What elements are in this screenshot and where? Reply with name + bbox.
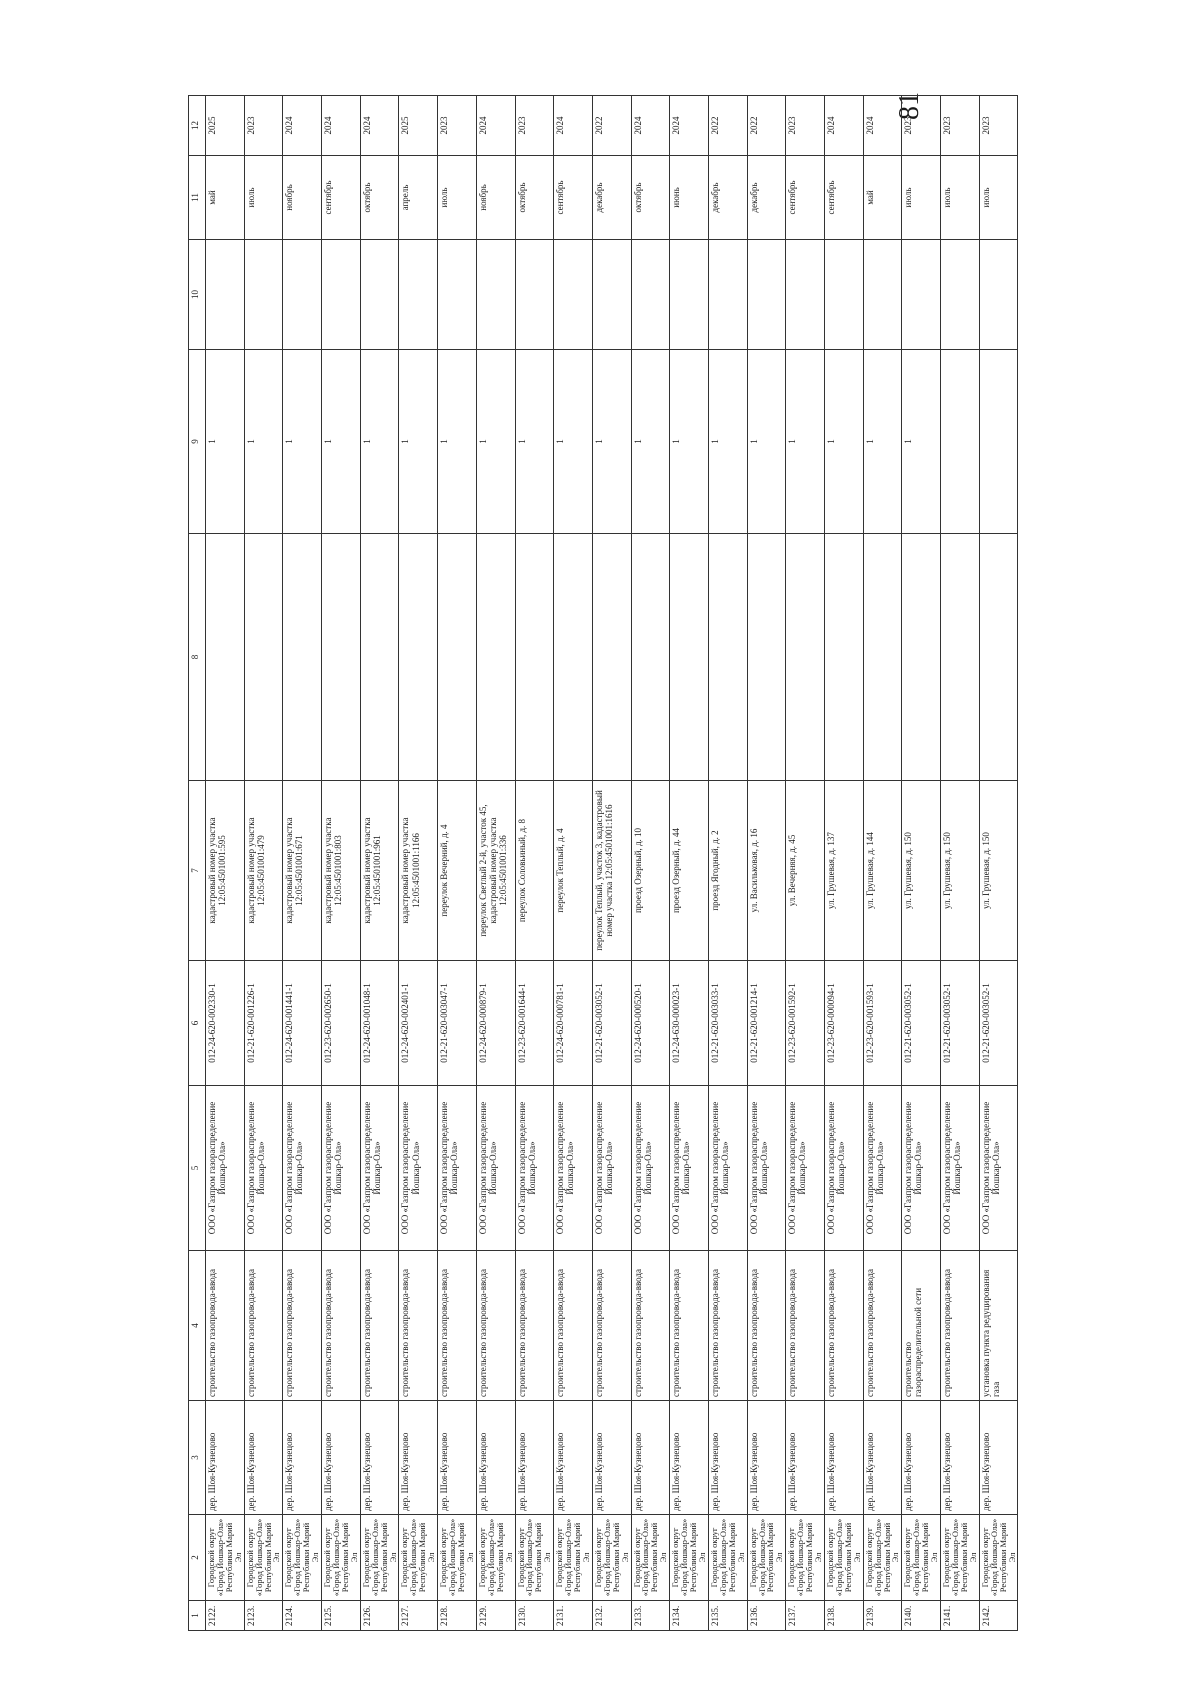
- cell-organization: ООО «Газпром газораспределение Йошкар-Ола»: [592, 1086, 631, 1251]
- column-header-3: 3: [189, 1401, 206, 1515]
- cell-application-number: 012-23-620-001593-1: [863, 961, 902, 1086]
- cell-month: апрель: [399, 156, 438, 240]
- cell-col8-value: [631, 534, 670, 781]
- cell-work-type: строительство газопровода-ввода: [360, 1251, 399, 1401]
- cell-application-number: 012-24-620-000879-1: [476, 961, 515, 1086]
- cell-row-number: 2124.: [283, 1601, 322, 1631]
- cell-col9-value: 1: [360, 350, 399, 534]
- cell-organization: ООО «Газпром газораспределение Йошкар-Ола»: [438, 1086, 477, 1251]
- cell-work-type: строительство газопровода-ввода: [592, 1251, 631, 1401]
- cell-col8-value: [825, 534, 864, 781]
- cell-address: ул. Грушевая, д. 137: [825, 781, 864, 961]
- cell-row-number: 2129.: [476, 1601, 515, 1631]
- cell-year: 2023: [979, 96, 1018, 156]
- cell-month: декабрь: [747, 156, 786, 240]
- cell-month: сентябрь: [554, 156, 593, 240]
- cell-municipality: Городской округ «Город Йошкар-Ола» Республики Марий Эл: [554, 1515, 593, 1601]
- cell-col10-value: [592, 240, 631, 350]
- table-row: [322, 96, 361, 1631]
- table-row: [708, 96, 747, 1631]
- table-row: [206, 96, 245, 1631]
- cell-month: ноябрь: [283, 156, 322, 240]
- cell-row-number: 2127.: [399, 1601, 438, 1631]
- cell-col8-value: [554, 534, 593, 781]
- cell-col9-value: 1: [670, 350, 709, 534]
- cell-col8-value: [708, 534, 747, 781]
- table-row: [438, 96, 477, 1631]
- cell-settlement: дер. Шоя-Кузнецово: [438, 1401, 477, 1515]
- cell-work-type: строительство газопровода-ввода: [206, 1251, 245, 1401]
- cell-municipality: Городской округ «Город Йошкар-Ола» Республики Марий Эл: [283, 1515, 322, 1601]
- cell-organization: ООО «Газпром газораспределение Йошкар-Ола»: [825, 1086, 864, 1251]
- cell-col9-value: 1: [747, 350, 786, 534]
- table-row: [670, 96, 709, 1631]
- cell-col8-value: [902, 534, 941, 781]
- cell-municipality: Городской округ «Город Йошкар-Ола» Республики Марий Эл: [206, 1515, 245, 1601]
- table-row: [360, 96, 399, 1631]
- cell-settlement: дер. Шоя-Кузнецово: [476, 1401, 515, 1515]
- cell-address: кадастровый номер участка 12:05:4501001:961: [360, 781, 399, 961]
- cell-col8-value: [863, 534, 902, 781]
- table-header-row: [189, 96, 206, 1631]
- cell-month: июль: [244, 156, 283, 240]
- cell-col9-value: 1: [206, 350, 245, 534]
- cell-col8-value: [747, 534, 786, 781]
- cell-work-type: строительство газопровода-ввода: [863, 1251, 902, 1401]
- table-row: [979, 96, 1018, 1631]
- cell-row-number: 2133.: [631, 1601, 670, 1631]
- column-header-9: 9: [189, 350, 206, 534]
- cell-month: октябрь: [360, 156, 399, 240]
- column-header-11: 11: [189, 156, 206, 240]
- cell-application-number: 012-24-620-000520-1: [631, 961, 670, 1086]
- cell-settlement: дер. Шоя-Кузнецово: [902, 1401, 941, 1515]
- cell-application-number: 012-21-620-003033-1: [708, 961, 747, 1086]
- cell-month: ноябрь: [476, 156, 515, 240]
- table-row: [283, 96, 322, 1631]
- cell-col10-value: [902, 240, 941, 350]
- cell-month: сентябрь: [786, 156, 825, 240]
- column-header-8: 8: [189, 534, 206, 781]
- data-table: [188, 95, 1018, 1631]
- cell-row-number: 2139.: [863, 1601, 902, 1631]
- cell-row-number: 2136.: [747, 1601, 786, 1631]
- cell-year: 2024: [360, 96, 399, 156]
- cell-work-type: строительство газопровода-ввода: [283, 1251, 322, 1401]
- cell-municipality: Городской округ «Город Йошкар-Ола» Республики Марий Эл: [747, 1515, 786, 1601]
- cell-municipality: Городской округ «Город Йошкар-Ола» Республики Марий Эл: [360, 1515, 399, 1601]
- cell-municipality: Городской округ «Город Йошкар-Ола» Республики Марий Эл: [902, 1515, 941, 1601]
- cell-col8-value: [244, 534, 283, 781]
- cell-col10-value: [554, 240, 593, 350]
- cell-application-number: 012-21-620-001214-1: [747, 961, 786, 1086]
- cell-settlement: дер. Шоя-Кузнецово: [360, 1401, 399, 1515]
- cell-col8-value: [515, 534, 554, 781]
- cell-settlement: дер. Шоя-Кузнецово: [592, 1401, 631, 1515]
- cell-col10-value: [670, 240, 709, 350]
- cell-col8-value: [979, 534, 1018, 781]
- cell-organization: ООО «Газпром газораспределение Йошкар-Ола»: [554, 1086, 593, 1251]
- cell-settlement: дер. Шоя-Кузнецово: [515, 1401, 554, 1515]
- cell-organization: ООО «Газпром газораспределение Йошкар-Ола»: [786, 1086, 825, 1251]
- cell-work-type: строительство газопровода-ввода: [670, 1251, 709, 1401]
- column-header-6: 6: [189, 961, 206, 1086]
- cell-col10-value: [786, 240, 825, 350]
- cell-organization: ООО «Газпром газораспределение Йошкар-Ола»: [708, 1086, 747, 1251]
- cell-col9-value: 1: [825, 350, 864, 534]
- cell-work-type: строительство газопровода-ввода: [747, 1251, 786, 1401]
- cell-work-type: строительство газопровода-ввода: [554, 1251, 593, 1401]
- cell-settlement: дер. Шоя-Кузнецово: [554, 1401, 593, 1515]
- cell-municipality: Городской округ «Город Йошкар-Ола» Республики Марий Эл: [825, 1515, 864, 1601]
- cell-col10-value: [825, 240, 864, 350]
- cell-row-number: 2125.: [322, 1601, 361, 1631]
- cell-application-number: 012-21-620-003052-1: [941, 961, 980, 1086]
- cell-municipality: Городской округ «Город Йошкар-Ола» Республики Марий Эл: [979, 1515, 1018, 1601]
- cell-settlement: дер. Шоя-Кузнецово: [670, 1401, 709, 1515]
- cell-year: 2024: [476, 96, 515, 156]
- cell-year: 2024: [825, 96, 864, 156]
- cell-month: июль: [941, 156, 980, 240]
- cell-row-number: 2130.: [515, 1601, 554, 1631]
- cell-row-number: 2141.: [941, 1601, 980, 1631]
- cell-row-number: 2131.: [554, 1601, 593, 1631]
- cell-application-number: 012-23-620-000094-1: [825, 961, 864, 1086]
- cell-settlement: дер. Шоя-Кузнецово: [206, 1401, 245, 1515]
- column-header-2: 2: [189, 1515, 206, 1601]
- cell-col9-value: 1: [863, 350, 902, 534]
- cell-row-number: 2126.: [360, 1601, 399, 1631]
- cell-year: 2024: [322, 96, 361, 156]
- cell-municipality: Городской округ «Город Йошкар-Ола» Республики Марий Эл: [515, 1515, 554, 1601]
- cell-application-number: 012-21-620-003047-1: [438, 961, 477, 1086]
- cell-address: кадастровый номер участка 12:05:4501001:671: [283, 781, 322, 961]
- cell-address: кадастровый номер участка 12:05:4501001:479: [244, 781, 283, 961]
- cell-address: переулок Теплый, д. 4: [554, 781, 593, 961]
- column-header-10: 10: [189, 240, 206, 350]
- table-row: [747, 96, 786, 1631]
- cell-organization: ООО «Газпром газораспределение Йошкар-Ола»: [322, 1086, 361, 1251]
- table-row: [863, 96, 902, 1631]
- cell-settlement: дер. Шоя-Кузнецово: [708, 1401, 747, 1515]
- cell-year: 2023: [438, 96, 477, 156]
- cell-application-number: 012-24-620-001441-1: [283, 961, 322, 1086]
- cell-row-number: 2122.: [206, 1601, 245, 1631]
- cell-settlement: дер. Шоя-Кузнецово: [786, 1401, 825, 1515]
- cell-application-number: 012-24-630-000023-1: [670, 961, 709, 1086]
- cell-municipality: Городской округ «Город Йошкар-Ола» Республики Марий Эл: [631, 1515, 670, 1601]
- cell-col10-value: [515, 240, 554, 350]
- cell-col10-value: [244, 240, 283, 350]
- cell-col8-value: [592, 534, 631, 781]
- cell-municipality: Городской округ «Город Йошкар-Ола» Республики Марий Эл: [670, 1515, 709, 1601]
- cell-col9-value: 1: [283, 350, 322, 534]
- cell-settlement: дер. Шоя-Кузнецово: [863, 1401, 902, 1515]
- cell-col8-value: [941, 534, 980, 781]
- cell-work-type: строительство газопровода-ввода: [941, 1251, 980, 1401]
- cell-month: декабрь: [592, 156, 631, 240]
- cell-settlement: дер. Шоя-Кузнецово: [399, 1401, 438, 1515]
- cell-row-number: 2128.: [438, 1601, 477, 1631]
- cell-application-number: 012-24-620-000781-1: [554, 961, 593, 1086]
- cell-address: кадастровый номер участка 12:05:4501001:595: [206, 781, 245, 961]
- cell-application-number: 012-21-620-003052-1: [902, 961, 941, 1086]
- cell-organization: ООО «Газпром газораспределение Йошкар-Ола»: [515, 1086, 554, 1251]
- cell-col8-value: [476, 534, 515, 781]
- cell-month: июль: [902, 156, 941, 240]
- cell-address: переулок Светлый 2-й, участок 45, кадастровый номер участка 12:05:4501001:336: [476, 781, 515, 961]
- cell-year: 2024: [283, 96, 322, 156]
- cell-month: июль: [438, 156, 477, 240]
- cell-organization: ООО «Газпром газораспределение Йошкар-Ола»: [979, 1086, 1018, 1251]
- cell-organization: ООО «Газпром газораспределение Йошкар-Ола»: [863, 1086, 902, 1251]
- cell-municipality: Городской округ «Город Йошкар-Ола» Республики Марий Эл: [322, 1515, 361, 1601]
- cell-year: 2023: [786, 96, 825, 156]
- cell-work-type: строительство газораспределительной сети: [902, 1251, 941, 1401]
- cell-year: 2024: [631, 96, 670, 156]
- cell-col10-value: [747, 240, 786, 350]
- cell-col10-value: [863, 240, 902, 350]
- cell-work-type: строительство газопровода-ввода: [438, 1251, 477, 1401]
- cell-month: сентябрь: [322, 156, 361, 240]
- cell-organization: ООО «Газпром газораспределение Йошкар-Ола»: [941, 1086, 980, 1251]
- cell-municipality: Городской округ «Город Йошкар-Ола» Республики Марий Эл: [438, 1515, 477, 1601]
- cell-organization: ООО «Газпром газораспределение Йошкар-Ола»: [399, 1086, 438, 1251]
- cell-col10-value: [979, 240, 1018, 350]
- cell-col9-value: 1: [322, 350, 361, 534]
- table-row: [554, 96, 593, 1631]
- cell-col8-value: [438, 534, 477, 781]
- cell-month: октябрь: [515, 156, 554, 240]
- cell-work-type: строительство газопровода-ввода: [825, 1251, 864, 1401]
- cell-address: переулок Вечерний, д. 4: [438, 781, 477, 961]
- cell-work-type: строительство газопровода-ввода: [476, 1251, 515, 1401]
- cell-work-type: строительство газопровода-ввода: [786, 1251, 825, 1401]
- cell-year: 2022: [708, 96, 747, 156]
- cell-address: кадастровый номер участка 12:05:4501001:803: [322, 781, 361, 961]
- cell-col10-value: [360, 240, 399, 350]
- cell-col8-value: [786, 534, 825, 781]
- cell-col10-value: [476, 240, 515, 350]
- cell-municipality: Городской округ «Город Йошкар-Ола» Республики Марий Эл: [476, 1515, 515, 1601]
- cell-settlement: дер. Шоя-Кузнецово: [631, 1401, 670, 1515]
- cell-row-number: 2123.: [244, 1601, 283, 1631]
- cell-municipality: Городской округ «Город Йошкар-Ола» Республики Марий Эл: [244, 1515, 283, 1601]
- cell-year: 2023: [941, 96, 980, 156]
- cell-col10-value: [941, 240, 980, 350]
- cell-col8-value: [360, 534, 399, 781]
- rotated-table-container: [188, 96, 1017, 1631]
- cell-municipality: Городской округ «Город Йошкар-Ола» Республики Марий Эл: [786, 1515, 825, 1601]
- cell-month: май: [863, 156, 902, 240]
- cell-col9-value: 1: [515, 350, 554, 534]
- cell-municipality: Городской округ «Город Йошкар-Ола» Республики Марий Эл: [941, 1515, 980, 1601]
- cell-address: ул. Грушевая, д. 150: [979, 781, 1018, 961]
- cell-organization: ООО «Газпром газораспределение Йошкар-Ола»: [902, 1086, 941, 1251]
- cell-address: проезд Озерный, д. 44: [670, 781, 709, 961]
- cell-col9-value: 1: [438, 350, 477, 534]
- cell-address: ул. Грушевая, д. 150: [902, 781, 941, 961]
- cell-application-number: 012-21-620-001226-1: [244, 961, 283, 1086]
- cell-col9-value: 1: [476, 350, 515, 534]
- cell-municipality: Городской округ «Город Йошкар-Ола» Республики Марий Эл: [592, 1515, 631, 1601]
- cell-work-type: строительство газопровода-ввода: [708, 1251, 747, 1401]
- column-header-12: 12: [189, 96, 206, 156]
- cell-work-type: строительство газопровода-ввода: [322, 1251, 361, 1401]
- cell-year: 2024: [670, 96, 709, 156]
- column-header-5: 5: [189, 1086, 206, 1251]
- cell-address: переулок Соловьиный, д. 8: [515, 781, 554, 961]
- cell-year: 2024: [863, 96, 902, 156]
- column-header-7: 7: [189, 781, 206, 961]
- table-row: [515, 96, 554, 1631]
- cell-year: 2025: [399, 96, 438, 156]
- cell-year: 2022: [592, 96, 631, 156]
- cell-application-number: 012-21-620-003052-1: [592, 961, 631, 1086]
- table-row: [941, 96, 980, 1631]
- cell-organization: ООО «Газпром газораспределение Йошкар-Ола»: [747, 1086, 786, 1251]
- cell-row-number: 2140.: [902, 1601, 941, 1631]
- cell-col10-value: [438, 240, 477, 350]
- cell-application-number: 012-24-620-001048-1: [360, 961, 399, 1086]
- cell-year: 2025: [206, 96, 245, 156]
- cell-year: 2023: [244, 96, 283, 156]
- cell-organization: ООО «Газпром газораспределение Йошкар-Ола»: [631, 1086, 670, 1251]
- cell-settlement: дер. Шоя-Кузнецово: [941, 1401, 980, 1515]
- cell-col9-value: 1: [554, 350, 593, 534]
- column-header-1: 1: [189, 1601, 206, 1631]
- cell-col10-value: [206, 240, 245, 350]
- table-row: [476, 96, 515, 1631]
- cell-col8-value: [322, 534, 361, 781]
- table-row: [825, 96, 864, 1631]
- cell-organization: ООО «Газпром газораспределение Йошкар-Ола»: [360, 1086, 399, 1251]
- cell-year: 2022: [747, 96, 786, 156]
- cell-year: 2024: [554, 96, 593, 156]
- cell-address: ул. Грушевая, д. 150: [941, 781, 980, 961]
- cell-row-number: 2134.: [670, 1601, 709, 1631]
- cell-organization: ООО «Газпром газораспределение Йошкар-Ола»: [244, 1086, 283, 1251]
- table-row: [592, 96, 631, 1631]
- cell-col10-value: [708, 240, 747, 350]
- cell-month: декабрь: [708, 156, 747, 240]
- table-row: [786, 96, 825, 1631]
- cell-application-number: 012-21-620-003052-1: [979, 961, 1018, 1086]
- column-header-4: 4: [189, 1251, 206, 1401]
- cell-col8-value: [670, 534, 709, 781]
- cell-application-number: 012-23-620-001644-1: [515, 961, 554, 1086]
- cell-municipality: Городской округ «Город Йошкар-Ола» Республики Марий Эл: [399, 1515, 438, 1601]
- cell-settlement: дер. Шоя-Кузнецово: [244, 1401, 283, 1515]
- cell-col8-value: [206, 534, 245, 781]
- table-row: [399, 96, 438, 1631]
- cell-address: переулок Теплый, участок 3, кадастровый номер участка 12:05:4501001:1616: [592, 781, 631, 961]
- table-body: [206, 96, 1018, 1631]
- table-row: [244, 96, 283, 1631]
- cell-col9-value: 1: [592, 350, 631, 534]
- cell-application-number: 012-23-620-002650-1: [322, 961, 361, 1086]
- cell-row-number: 2142.: [979, 1601, 1018, 1631]
- cell-organization: ООО «Газпром газораспределение Йошкар-Ола»: [476, 1086, 515, 1251]
- cell-work-type: установка пункта редуцирования газа: [979, 1251, 1018, 1401]
- cell-month: октябрь: [631, 156, 670, 240]
- cell-organization: ООО «Газпром газораспределение Йошкар-Ола»: [670, 1086, 709, 1251]
- cell-address: проезд Ягодный, д. 2: [708, 781, 747, 961]
- cell-col8-value: [399, 534, 438, 781]
- cell-settlement: дер. Шоя-Кузнецово: [747, 1401, 786, 1515]
- cell-col10-value: [631, 240, 670, 350]
- cell-address: кадастровый номер участка 12:05:4501001:1166: [399, 781, 438, 961]
- table-row: [631, 96, 670, 1631]
- cell-col9-value: 1: [786, 350, 825, 534]
- cell-address: ул. Грушевая, д. 144: [863, 781, 902, 961]
- cell-organization: ООО «Газпром газораспределение Йошкар-Ола»: [206, 1086, 245, 1251]
- cell-col10-value: [283, 240, 322, 350]
- cell-col9-value: 1: [244, 350, 283, 534]
- cell-year: 2023: [515, 96, 554, 156]
- cell-settlement: дер. Шоя-Кузнецово: [283, 1401, 322, 1515]
- cell-settlement: дер. Шоя-Кузнецово: [322, 1401, 361, 1515]
- cell-row-number: 2137.: [786, 1601, 825, 1631]
- cell-application-number: 012-24-620-002330-1: [206, 961, 245, 1086]
- page-number: 81: [894, 92, 925, 120]
- cell-application-number: 012-24-620-002401-1: [399, 961, 438, 1086]
- cell-col9-value: [979, 350, 1018, 534]
- cell-month: июль: [979, 156, 1018, 240]
- cell-col9-value: 1: [902, 350, 941, 534]
- cell-work-type: строительство газопровода-ввода: [515, 1251, 554, 1401]
- cell-address: ул. Вечерняя, д. 45: [786, 781, 825, 961]
- cell-settlement: дер. Шоя-Кузнецово: [825, 1401, 864, 1515]
- cell-col10-value: [399, 240, 438, 350]
- cell-col10-value: [322, 240, 361, 350]
- cell-municipality: Городской округ «Город Йошкар-Ола» Республики Марий Эл: [708, 1515, 747, 1601]
- cell-col8-value: [283, 534, 322, 781]
- cell-month: июнь: [670, 156, 709, 240]
- cell-work-type: строительство газопровода-ввода: [244, 1251, 283, 1401]
- cell-col9-value: 1: [631, 350, 670, 534]
- cell-month: сентябрь: [825, 156, 864, 240]
- cell-row-number: 2132.: [592, 1601, 631, 1631]
- cell-row-number: 2135.: [708, 1601, 747, 1631]
- cell-month: май: [206, 156, 245, 240]
- cell-year: 2023: [902, 96, 941, 156]
- cell-organization: ООО «Газпром газораспределение Йошкар-Ола»: [283, 1086, 322, 1251]
- cell-municipality: Городской округ «Город Йошкар-Ола» Республики Марий Эл: [863, 1515, 902, 1601]
- cell-col9-value: 1: [708, 350, 747, 534]
- cell-col9-value: 1: [399, 350, 438, 534]
- cell-work-type: строительство газопровода-ввода: [631, 1251, 670, 1401]
- cell-col9-value: [941, 350, 980, 534]
- cell-row-number: 2138.: [825, 1601, 864, 1631]
- cell-work-type: строительство газопровода-ввода: [399, 1251, 438, 1401]
- cell-address: ул. Васильковая, д. 16: [747, 781, 786, 961]
- cell-address: проезд Озерный, д. 10: [631, 781, 670, 961]
- cell-settlement: дер. Шоя-Кузнецово: [979, 1401, 1018, 1515]
- table-row: [902, 96, 941, 1631]
- cell-application-number: 012-23-620-001592-1: [786, 961, 825, 1086]
